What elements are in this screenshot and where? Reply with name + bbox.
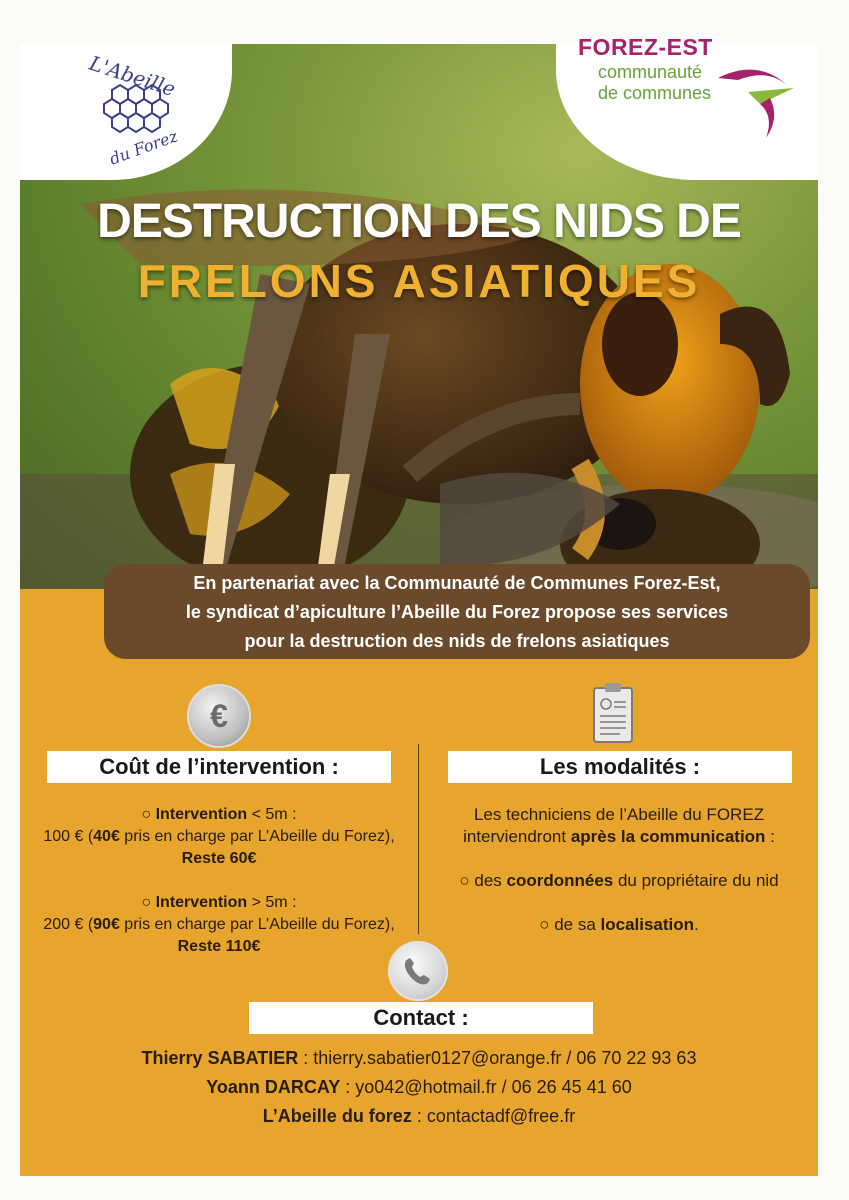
- contact-item: Yoann DARCAY : yo042@hotmail.fr / 06 26 45 41 60: [206, 1077, 632, 1097]
- contact-list: [20, 1044, 818, 1131]
- bullet-icon: ○: [459, 871, 475, 890]
- intro-banner: [104, 564, 810, 659]
- title-line1: DESTRUCTION DES NIDS DE: [97, 195, 741, 248]
- cost-item1-remaining: Reste 60€: [181, 850, 257, 867]
- forez-est-sub2: de communes: [598, 83, 712, 103]
- modalites-heading: Les modalités :: [448, 751, 792, 783]
- contact-item: L’Abeille du forez : contactadf@free.fr: [262, 1106, 576, 1126]
- cost-details: [20, 804, 418, 958]
- abeille-logo-line2: du Forez: [106, 126, 181, 169]
- intro-line2: le syndicat d’apiculture l’Abeille du Forez propose ses services: [185, 602, 729, 622]
- phone-icon: [388, 941, 448, 1001]
- modalites-item2: ○ de sa localisation.: [539, 915, 699, 934]
- cost-heading: Coût de l’intervention :: [47, 751, 391, 783]
- modalites-line2: interviendront après la communication :: [463, 827, 775, 846]
- column-divider: [418, 744, 419, 934]
- bullet-icon: ○: [141, 806, 156, 823]
- contact-item: Thierry SABATIER : thierry.sabatier0127@orange.fr / 06 70 22 93 63: [141, 1048, 697, 1068]
- cost-item2-title: ○ Intervention > 5m :: [141, 894, 297, 911]
- modalites-details: [420, 804, 818, 936]
- cost-item2-remaining: Reste 110€: [177, 938, 261, 955]
- intro-line3: pour la destruction des nids de frelons asiatiques: [244, 631, 670, 651]
- bullet-icon: ○: [539, 915, 555, 934]
- cost-item1-price: 100 € (40€ pris en charge par L’Abeille du Forez),: [43, 828, 395, 845]
- euro-coin-icon: €: [187, 684, 251, 748]
- title-line2: FRELONS ASIATIQUES: [137, 255, 701, 307]
- modalites-item1: ○ des coordonnées du propriétaire du nid: [459, 871, 779, 890]
- poster: [20, 44, 818, 1176]
- contact-heading: Contact :: [249, 1002, 593, 1034]
- intro-line1: En partenariat avec la Communauté de Communes Forez-Est,: [193, 573, 721, 593]
- forez-est-name: FOREZ-EST: [578, 34, 713, 60]
- clipboard-icon: [592, 682, 634, 744]
- bullet-icon: ○: [141, 894, 156, 911]
- abeille-logo-line1: L'Abeille: [86, 50, 179, 102]
- forez-est-sub1: communauté: [598, 62, 703, 82]
- cost-item2-price: 200 € (90€ pris en charge par L’Abeille du Forez),: [43, 916, 395, 933]
- modalites-line1: Les techniciens de l’Abeille du FOREZ: [473, 805, 765, 824]
- swoosh-icon: [708, 58, 798, 138]
- cost-item1-title: ○ Intervention < 5m :: [141, 806, 297, 823]
